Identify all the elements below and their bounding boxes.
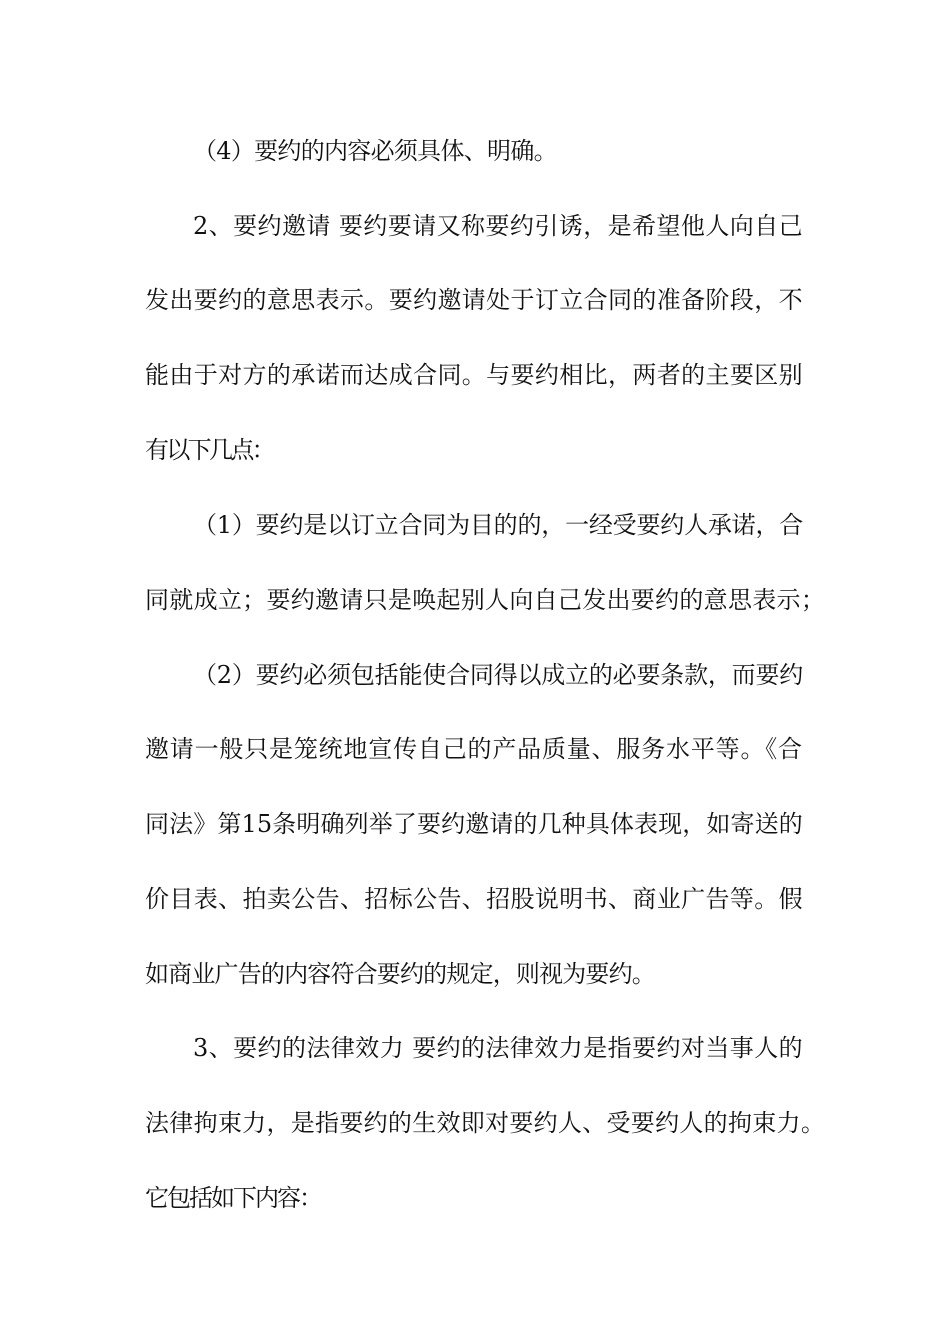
text-line [0, 1178, 950, 1218]
paragraph-legal-effect-line-3: 它包括如下内容： [145, 1184, 321, 1212]
text-line [0, 505, 950, 545]
text-line [0, 280, 950, 320]
text-line [0, 430, 950, 470]
text-line [0, 355, 950, 395]
paragraph-legal-effect-line-2: 法律拘束力，是指要约的生效即对要约人、受要约人的拘束力。 [145, 1109, 826, 1137]
text-line [0, 1028, 950, 1068]
paragraph-offer-invitation-line-4: 有以下几点： [145, 436, 273, 464]
text-line [0, 1103, 950, 1143]
text-line [0, 580, 950, 620]
paragraph-offer-invitation-line-2: 发出要约的意思表示。要约邀请处于订立合同的准备阶段，不 [145, 286, 803, 314]
text-line [0, 131, 950, 171]
paragraph-item-2-line-1: （2）要约必须包括能使合同得以成立的必要条款，而要约 [193, 661, 804, 689]
paragraph-item-2-line-5: 如商业广告的内容符合要约的规定，则视为要约。 [145, 960, 655, 988]
paragraph-legal-effect-line-1: 3、要约的法律效力 要约的法律效力是指要约对当事人的 [193, 1034, 804, 1062]
text-line [0, 879, 950, 919]
text-line [0, 954, 950, 994]
paragraph-item-2-line-3: 同法》第15条明确列举了要约邀请的几种具体表现，如寄送的 [145, 810, 803, 838]
text-line [0, 655, 950, 695]
paragraph-item-2-line-2: 邀请一般只是笼统地宣传自己的产品质量、服务水平等。《合 [145, 735, 803, 763]
paragraph-offer-invitation-line-3: 能由于对方的承诺而达成合同。与要约相比，两者的主要区别 [145, 361, 803, 389]
text-line [0, 729, 950, 769]
paragraph-offer-invitation-line-1: 2、要约邀请 要约要请又称要约引诱，是希望他人向自己 [193, 212, 804, 240]
paragraph-item-4-line-1: （4）要约的内容必须具体、明确。 [193, 137, 557, 165]
paragraph-item-1-line-1: （1）要约是以订立合同为目的的，一经受要约人承诺，合 [193, 511, 804, 539]
text-line [0, 804, 950, 844]
text-line [0, 206, 950, 246]
paragraph-item-2-line-4: 价目表、拍卖公告、招标公告、招股说明书、商业广告等。假 [145, 885, 803, 913]
paragraph-item-1-line-2: 同就成立；要约邀请只是唤起别人向自己发出要约的意思表示； [145, 586, 826, 614]
